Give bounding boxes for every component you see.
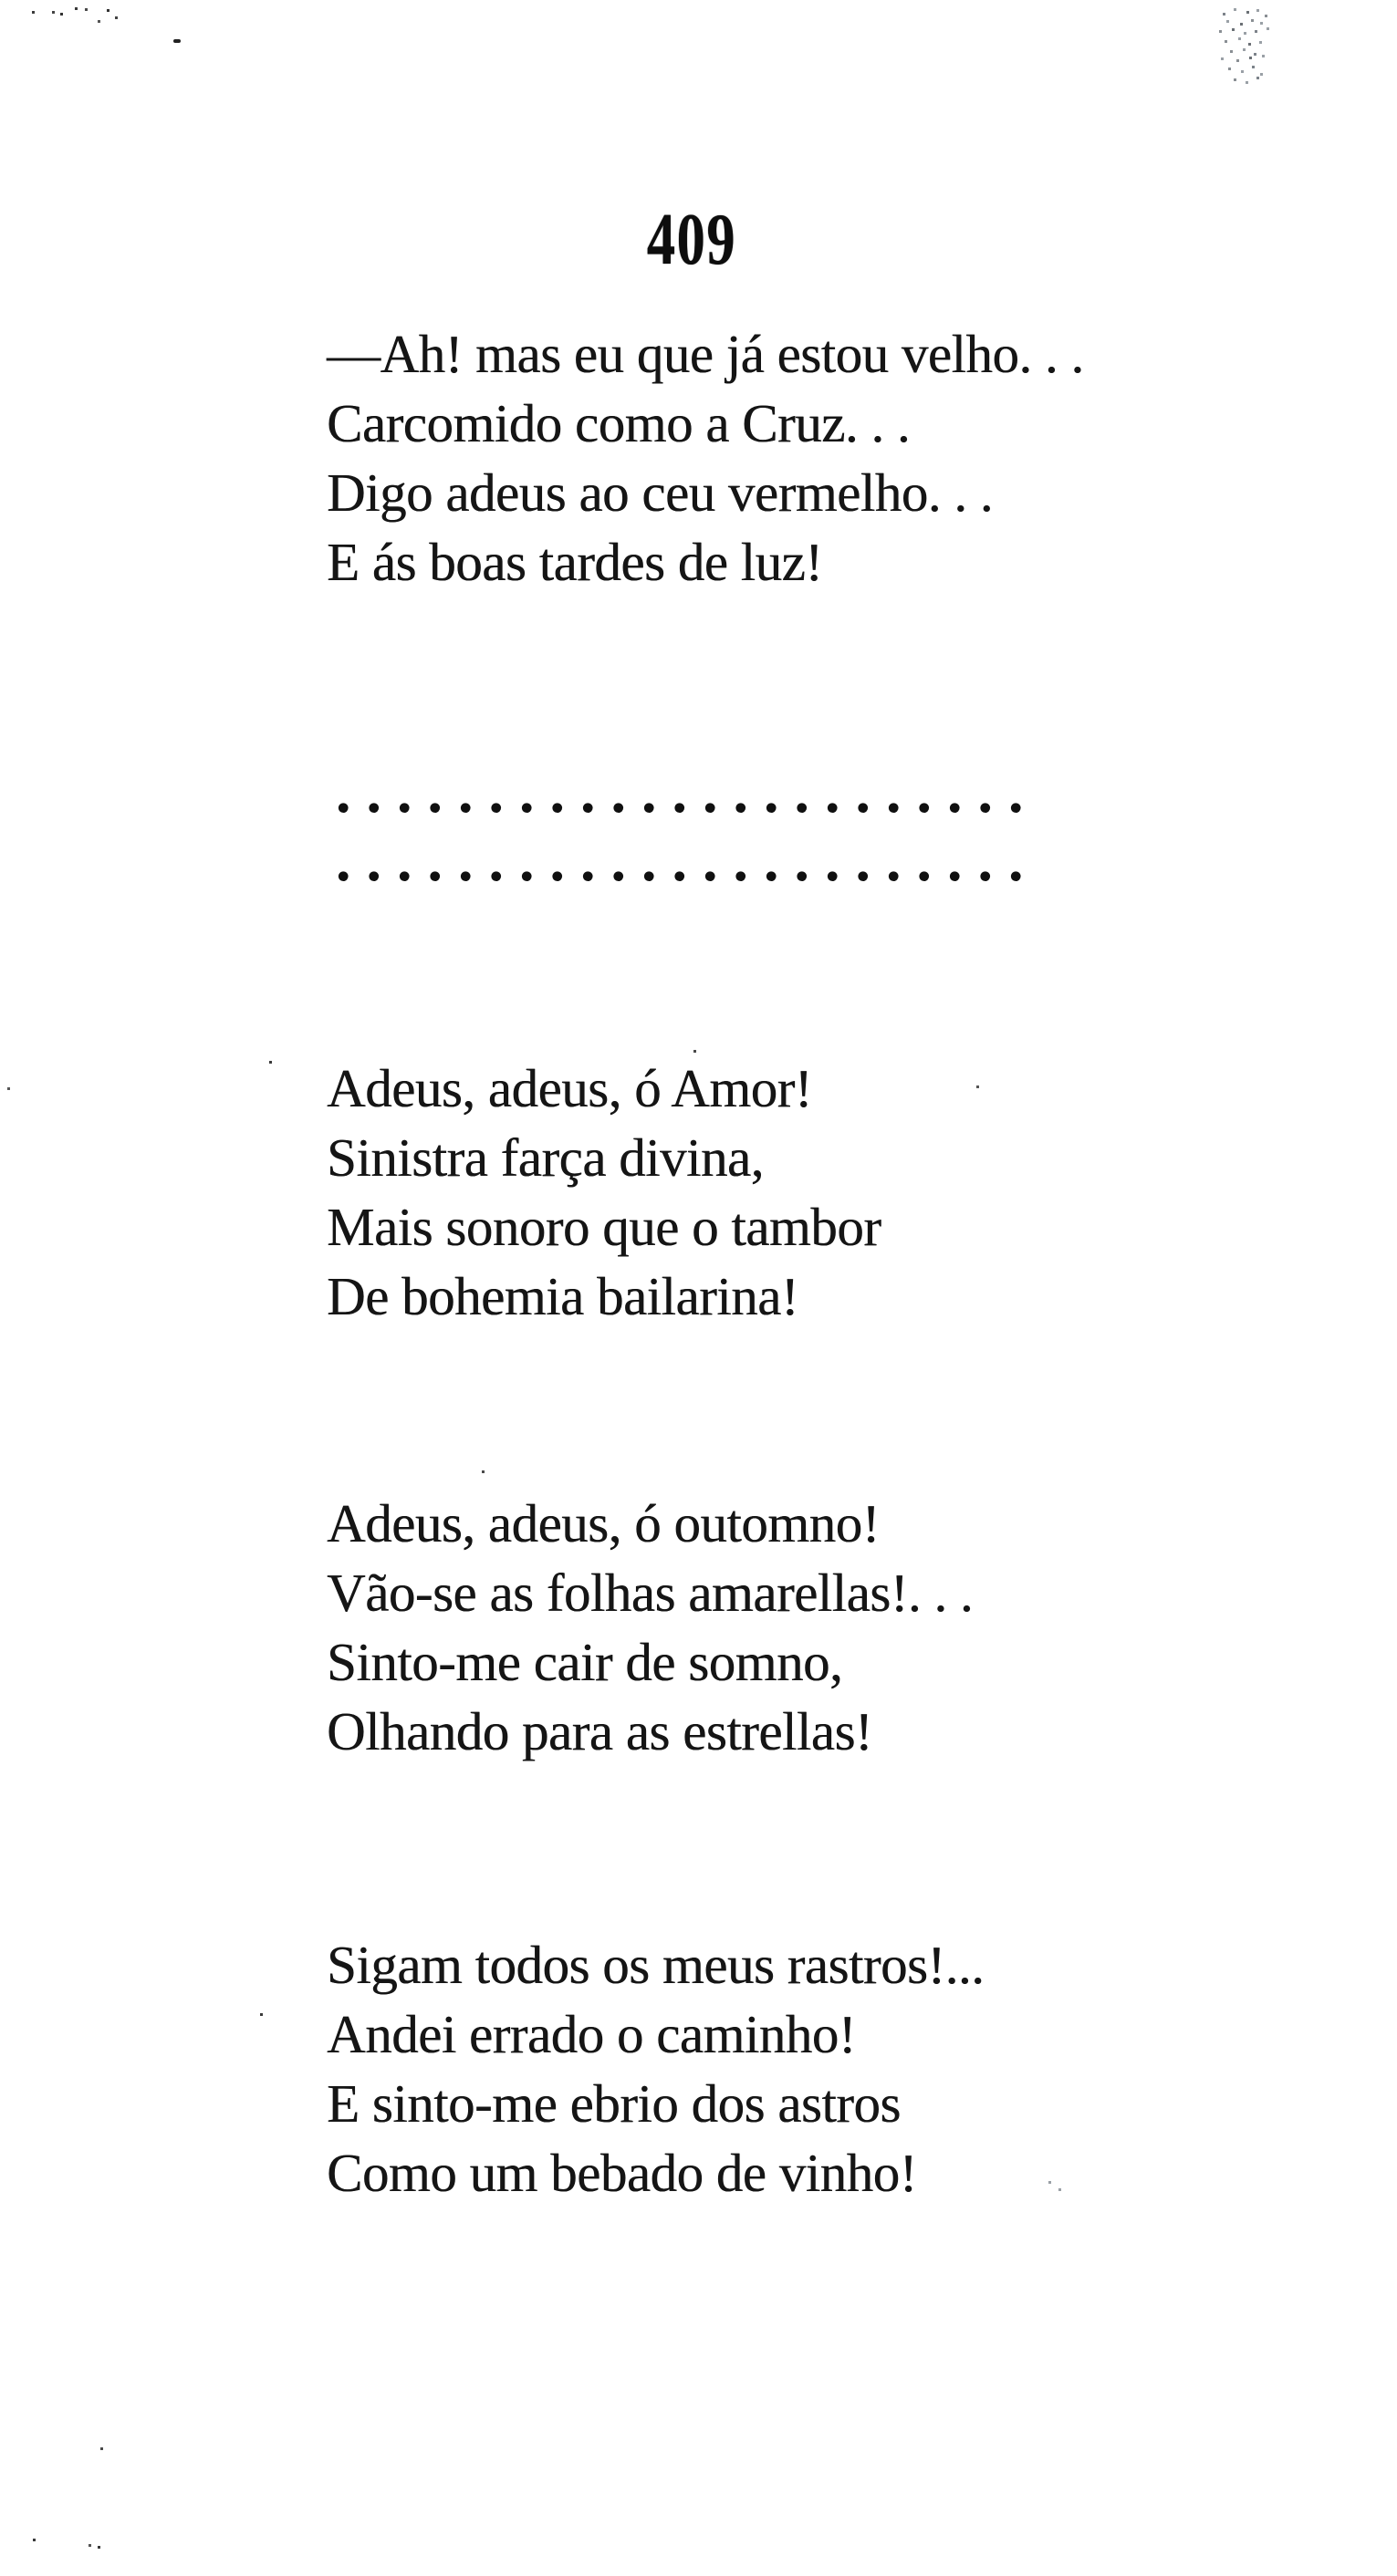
poem-line: —Ah! mas eu que já estou velho. . . (327, 324, 1084, 384)
dotted-separator-line: ....................... (336, 759, 1039, 826)
poem-stanza-1 (327, 319, 1084, 597)
scan-noise-scatter (0, 0, 3, 3)
dotted-separator-line: ....................... (336, 827, 1039, 894)
poem-stanza-3 (327, 1489, 973, 1766)
page-number: 409 (646, 200, 737, 280)
poem-line: Andei errado o caminho! (327, 2004, 856, 2064)
poem-line: Carcomido como a Cruz. . . (327, 393, 911, 453)
poem-line: Digo adeus ao ceu vermelho. . . (327, 462, 993, 523)
poem-line: Como um bebado de vinho! (327, 2143, 917, 2203)
poem-stanza-4 (327, 1930, 984, 2207)
poem-line: Sinto-me cair de somno, (327, 1632, 843, 1692)
poem-line: Olhando para as estrellas! (327, 1701, 873, 1761)
poem-line: Mais sonoro que o tambor (327, 1197, 881, 1257)
poem-line: Adeus, adeus, ó Amor! (327, 1058, 812, 1118)
poem-line: De bohemia bailarina! (327, 1266, 798, 1326)
poem-line: Adeus, adeus, ó outomno! (327, 1493, 880, 1553)
scan-ink-mark (173, 39, 181, 43)
poem-line: Sinistra farça divina, (327, 1127, 764, 1188)
poem-line: E sinto-me ebrio dos astros (327, 2073, 901, 2134)
poem-line: Sigam todos os meus rastros!... (327, 1935, 985, 1995)
poem-line: E ás boas tardes de luz! (327, 532, 823, 592)
poem-line: Vão-se as folhas amarellas!. . . (327, 1563, 974, 1623)
poem-stanza-2 (327, 1054, 881, 1331)
